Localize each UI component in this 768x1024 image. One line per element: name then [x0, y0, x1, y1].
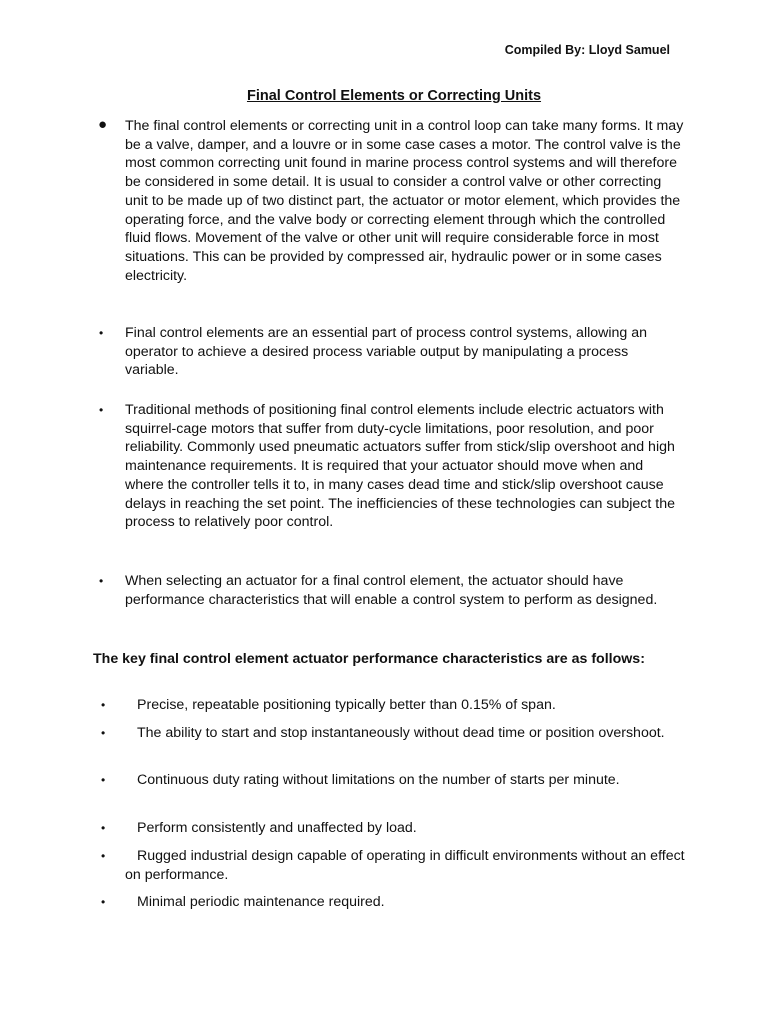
- compiled-by-header: Compiled By: Lloyd Samuel: [504, 43, 670, 57]
- bullet-text: Continuous duty rating without limitations on the number of starts per minute.: [137, 772, 620, 788]
- bullet-text: The ability to start and stop instantaneously without dead time or position overshoot.: [137, 725, 665, 741]
- bullet-marker: •: [99, 574, 104, 588]
- characteristics-heading: The key final control element actuator performance characteristics are as follows:: [93, 651, 645, 667]
- bullet-marker: •: [101, 849, 106, 863]
- bullet-text: Perform consistently and unaffected by load.: [137, 820, 417, 836]
- bullet-text: Rugged industrial design capable of operating in difficult environments without an effect on performance.: [125, 848, 685, 883]
- bullet-text: Traditional methods of positioning final control elements include electric actuators with squirrel-cage motors that suffer from duty-cycle limitations, poor resolution, and poor reliability. Commonly used pneumatic actuators suffer from stick/slip overshoot and high maintenance requirements. It is required that your actuator should move when and where the controller tells it to, in many cases dead time and stick/slip overshoot cause delays in reaching the set point. The inefficiencies of these technologies can subject the process to relatively poor control.: [125, 402, 675, 531]
- list-item: [98, 116, 685, 285]
- list-item: [101, 847, 685, 884]
- bullet-marker: •: [101, 895, 106, 909]
- list-item: [99, 324, 685, 380]
- bullet-marker: •: [101, 773, 106, 787]
- list-item: [101, 771, 685, 790]
- bullet-marker: •: [99, 326, 104, 340]
- list-item: [101, 724, 685, 743]
- list-item: [101, 819, 685, 838]
- bullet-text: Minimal periodic maintenance required.: [137, 894, 385, 910]
- list-item: [99, 401, 685, 532]
- bullet-text: Precise, repeatable positioning typically better than 0.15% of span.: [137, 697, 556, 713]
- list-item: [101, 696, 685, 715]
- list-item: [99, 572, 685, 609]
- list-item: [101, 893, 685, 912]
- bullet-text: When selecting an actuator for a final control element, the actuator should have performance characteristics that will enable a control system to perform as designed.: [125, 573, 658, 608]
- bullet-marker: •: [101, 698, 106, 712]
- bullet-text: The final control elements or correcting unit in a control loop can take many forms. It may be a valve, damper, and a louvre or in some case cases a motor. The control valve is the most common correcting unit found in marine process control systems and will therefore be considered in some detail. It is usual to consider a control valve or other correcting unit to be made up of two distinct part, the actuator or motor element, which provides the operating force, and the valve body or correcting element through which the controlled fluid flows. Movement of the valve or other unit will require considerable force in most situations. This can be provided by compressed air, hydraulic power or in some cases electricity.: [125, 118, 684, 284]
- bullet-marker: ●: [98, 116, 108, 133]
- bullet-marker: •: [101, 726, 106, 740]
- bullet-text: Final control elements are an essential part of process control systems, allowing an operator to achieve a desired process variable output by manipulating a process variable.: [125, 325, 648, 379]
- bullet-marker: •: [101, 821, 106, 835]
- page-title: Final Control Elements or Correcting Units: [246, 88, 542, 104]
- bullet-marker: •: [99, 403, 104, 417]
